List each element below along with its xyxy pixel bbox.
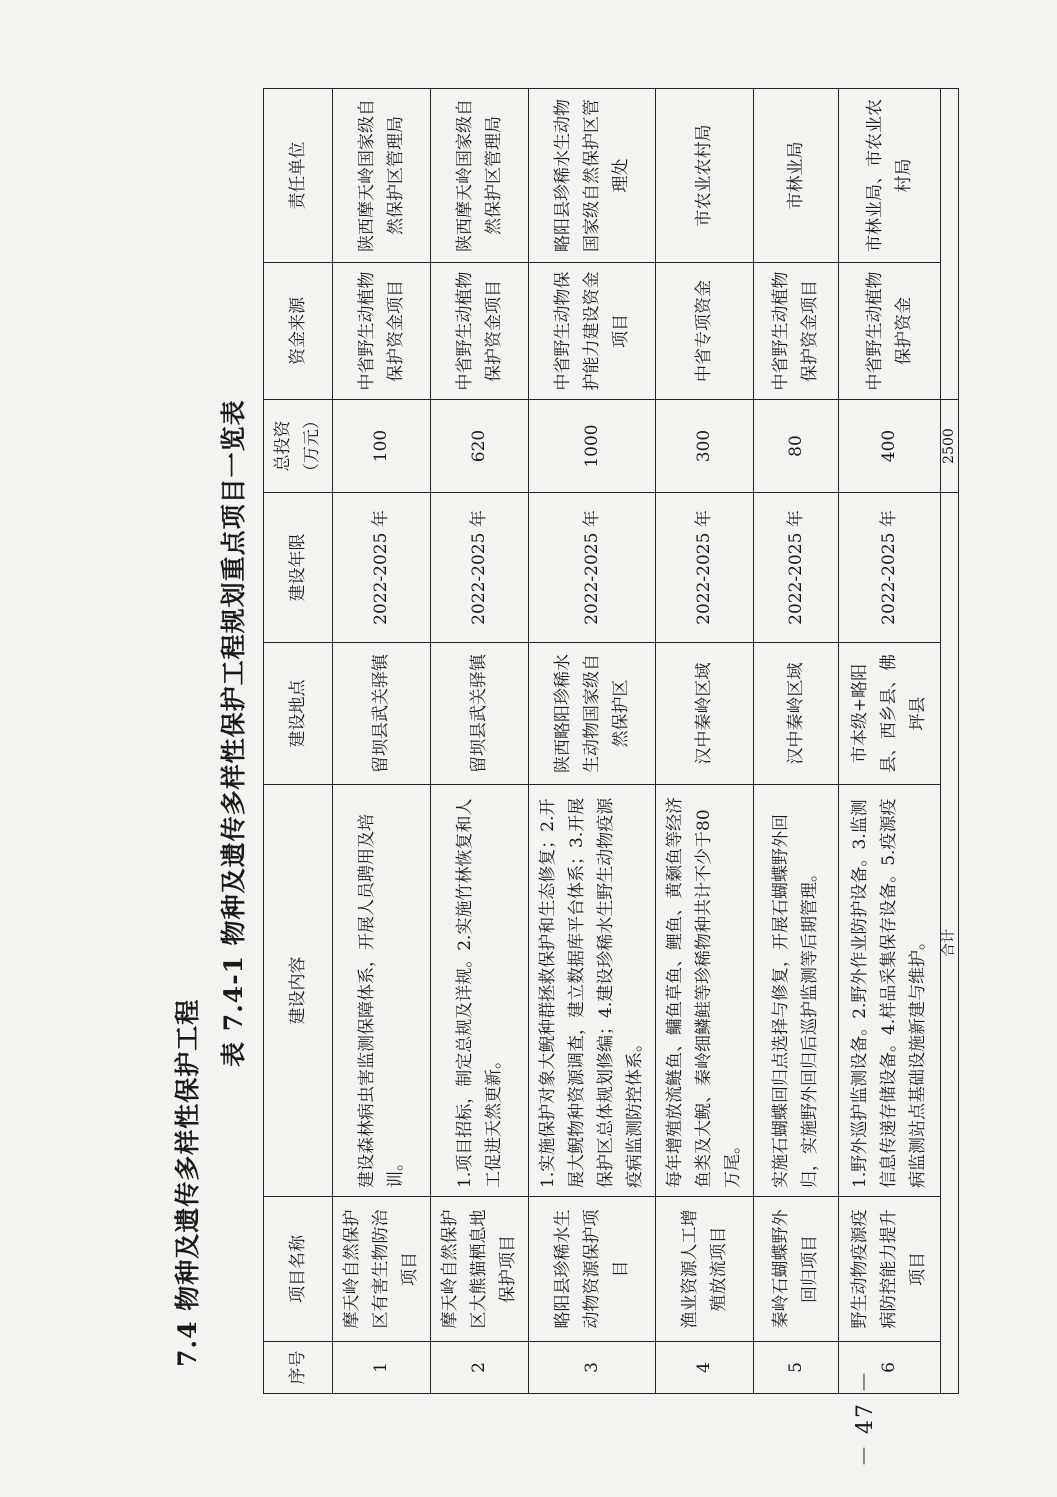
header-investment: 总投资（万元） (264, 400, 333, 493)
cell-location: 市本级+略阳县、西乡县、佛坪县 (839, 643, 941, 785)
table-row (656, 89, 754, 1394)
cell-seq: 2 (431, 1342, 529, 1394)
cell-period: 2022-2025 年 (754, 493, 839, 643)
cell-unit: 陕西摩天岭国家级自然保护区管理局 (333, 89, 431, 263)
cell-content: 建设森林病虫害监测保障体系，开展人员聘用及培训。 (333, 785, 431, 1197)
cell-investment: 80 (754, 400, 839, 493)
cell-period: 2022-2025 年 (839, 493, 941, 643)
cell-fund: 中省野生动物保护能力建设资金项目 (529, 263, 656, 400)
cell-period: 2022-2025 年 (529, 493, 656, 643)
cell-period: 2022-2025 年 (656, 493, 754, 643)
cell-fund: 中省野生动植物保护资金 (839, 263, 941, 400)
cell-content: 1.实施保护对象大鲵种群拯救保护和生态修复；2.开展大鲵物种资源调查，建立数据库平台体系；3.开展保护区总体规划修编；4.建设珍稀水生野生动物疫源疫病监测防控体系。 (529, 785, 656, 1197)
table-title: 表 7.4-1 物种及遗传多样性保护工程规划重点项目一览表 (219, 399, 248, 1067)
cell-seq: 6 (839, 1342, 941, 1394)
header-fund: 资金来源 (264, 263, 333, 400)
cell-location: 汉中秦岭区域 (656, 643, 754, 785)
cell-name: 摩天岭自然保护区有害生物防治项目 (333, 1197, 431, 1342)
cell-unit: 陕西摩天岭国家级自然保护区管理局 (431, 89, 529, 263)
cell-investment: 620 (431, 400, 529, 493)
cell-fund: 中省野生动植物保护资金项目 (333, 263, 431, 400)
table-header-row (264, 89, 333, 1394)
total-label: 合计 (941, 493, 959, 1394)
cell-location: 汉中秦岭区域 (754, 643, 839, 785)
section-title: 7.4 物种及遗传多样性保护工程 (173, 998, 202, 1367)
total-row (941, 89, 959, 1394)
cell-period: 2022-2025 年 (431, 493, 529, 643)
cell-location: 陕西略阳珍稀水生动物国家级自然保护区 (529, 643, 656, 785)
table-row (431, 89, 529, 1394)
table-row (333, 89, 431, 1394)
cell-content: 每年增殖放流鲢鱼、鳙鱼草鱼、鲤鱼、黄颡鱼等经济鱼类及大鲵、秦岭细鳞鲑等珍稀物种共计不少于80万尾。 (656, 785, 754, 1197)
cell-investment: 300 (656, 400, 754, 493)
cell-seq: 3 (529, 1342, 656, 1394)
cell-name: 略阳县珍稀水生动物资源保护项目 (529, 1197, 656, 1342)
cell-seq: 4 (656, 1342, 754, 1394)
cell-name: 渔业资源人工增殖放流项目 (656, 1197, 754, 1342)
table-row (754, 89, 839, 1394)
cell-content: 1.项目招标，制定总规及详规。2.实施竹林恢复和人工促进天然更新。 (431, 785, 529, 1197)
total-empty (941, 89, 959, 400)
cell-period: 2022-2025 年 (333, 493, 431, 643)
header-name: 项目名称 (264, 1197, 333, 1342)
cell-name: 摩天岭自然保护区大熊猫栖息地保护项目 (431, 1197, 529, 1342)
cell-unit: 市林业局 (754, 89, 839, 263)
header-period: 建设年限 (264, 493, 333, 643)
cell-name: 野生动物疫源疫病防控能力提升项目 (839, 1197, 941, 1342)
cell-seq: 5 (754, 1342, 839, 1394)
cell-fund: 中省野生动植物保护资金项目 (754, 263, 839, 400)
projects-table (263, 88, 959, 1394)
cell-unit: 市林业局、市农业农村局 (839, 89, 941, 263)
cell-unit: 市农业农村局 (656, 89, 754, 263)
cell-name: 秦岭石蝴蝶野外回归项目 (754, 1197, 839, 1342)
cell-content: 实施石蝴蝶回归点选择与修复，开展石蝴蝶野外回归，实施野外回归后巡护监测等后期管理。 (754, 785, 839, 1197)
cell-unit: 略阳县珍稀水生动物国家级自然保护区管理处 (529, 89, 656, 263)
table-row (839, 89, 941, 1394)
cell-investment: 400 (839, 400, 941, 493)
cell-fund: 中省专项资金 (656, 263, 754, 400)
cell-content: 1.野外巡护监测设备。2.野外作业防护设备。3.监测信息传递存储设备。4.样品采集保存设备。5.疫源疫病监测站点基础设施新建与维护。 (839, 785, 941, 1197)
page-number: － 47 － (853, 1369, 878, 1467)
cell-fund: 中省野生动植物保护资金项目 (431, 263, 529, 400)
cell-location: 留坝县武关驿镇 (333, 643, 431, 785)
cell-location: 留坝县武关驿镇 (431, 643, 529, 785)
header-content: 建设内容 (264, 785, 333, 1197)
cell-investment: 1000 (529, 400, 656, 493)
cell-seq: 1 (333, 1342, 431, 1394)
table-row (529, 89, 656, 1394)
total-investment: 2500 (941, 400, 959, 493)
header-location: 建设地点 (264, 643, 333, 785)
header-seq: 序号 (264, 1342, 333, 1394)
cell-investment: 100 (333, 400, 431, 493)
header-unit: 责任单位 (264, 89, 333, 263)
